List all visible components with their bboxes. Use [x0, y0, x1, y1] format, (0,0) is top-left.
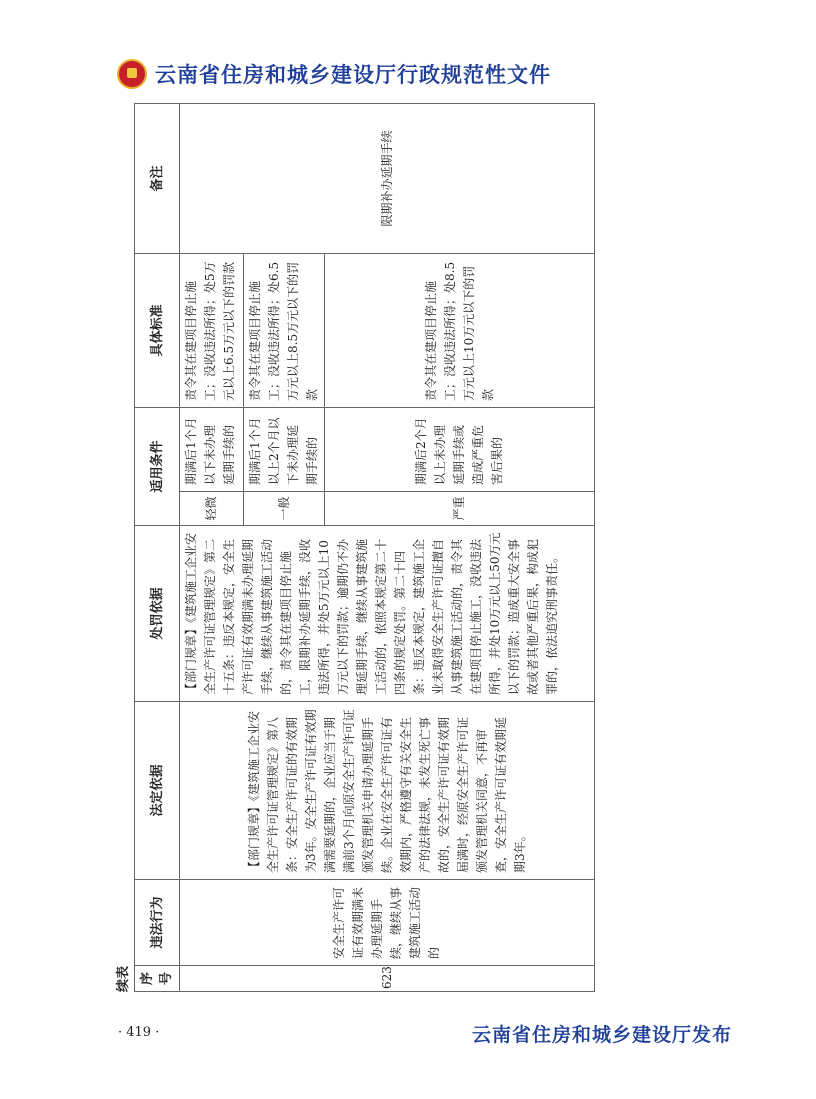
cell-penalty-basis: 【部门规章】《建筑施工企业安全生产许可证管理规定》第二十五条：违反本规定，安全生产许可证有效期满未办理延期手续，继续从事建筑施工活动的，责令其在建项目停止施工，限期补办延期手续，没收违法所得，并处5万元以上10万元以下的罚款；逾期仍不办理延期手续，继续从事建筑施工活动的，依照本规定第二十四条的规定处罚。第二十四条：违反本规定，建筑施工企业未取得安全生产许可证擅自从事建筑施工活动的，责令其在建项目停止施工，没收违法所得，并处10万元以上50万元以下的罚款；造成重大安全事故或者其他严重后果，构成犯罪的，依法追究刑事责任。: [180, 526, 595, 702]
cell-violation: 安全生产许可证有效期满未办理延期手续，继续从事建筑施工活动的: [180, 880, 595, 966]
table-row: [180, 103, 244, 991]
document-header: [117, 58, 551, 90]
cell-standard-serious: 责令其在建项目停止施工；没收违法所得；处8.5万元以上10万元以下的罚款: [325, 253, 595, 407]
header-seq: 序号: [135, 966, 180, 992]
cell-standard-minor: 责令其在建项目停止施工；没收违法所得；处5万元以上6.5万元以下的罚款: [180, 253, 244, 407]
header-penalty-basis: 处罚依据: [135, 526, 180, 702]
severity-general-label: 一般: [276, 496, 291, 521]
header-conditions: 适用条件: [135, 407, 180, 525]
header-violation: 违法行为: [135, 880, 180, 966]
cell-severity-serious: [325, 492, 595, 526]
page-number: · 419 ·: [118, 1025, 160, 1040]
header-legal-basis: 法定依据: [135, 702, 180, 880]
severity-serious-label: 严重: [452, 496, 466, 521]
publisher-name: 云南省住房和城乡建设厅发布: [472, 1024, 733, 1046]
cell-condition-serious: 期满后2个月以上未办理延期手续或造成严重危害后果的: [325, 407, 595, 491]
rotated-table-content: [112, 104, 595, 992]
cell-condition-minor: 期满后1个月以下未办理延期手续的: [180, 407, 244, 491]
rotated-table-area: [112, 104, 595, 992]
cell-legal-basis: 【部门规章】《建筑施工企业安全生产许可证管理规定》第八条：安全生产许可证的有效期为3年。安全生产许可证有效期满需要延期的，企业应当于期满前3个月向原安全生产许可证颁发管理机关申请办理延期手续。企业在安全生产许可证有效期内，严格遵守有关安全生产的法律法规，未发生死亡事故的，安全生产许可证有效期届满时，经原安全生产许可证颁发管理机关同意，不再审查，安全生产许可证有效期延期3年。: [180, 702, 595, 880]
national-emblem-icon: [117, 59, 147, 89]
severity-minor-label: 轻微: [204, 496, 218, 521]
header-remarks: 备注: [135, 103, 180, 253]
cell-seq: 623: [180, 966, 595, 992]
table-header-row: [135, 103, 180, 991]
cell-severity-general: [244, 492, 325, 526]
cell-severity-minor: [180, 492, 244, 526]
header-standard: 具体标准: [135, 253, 180, 407]
continued-label: 续表: [116, 965, 131, 992]
cell-remarks: 限期补办延期手续: [180, 103, 595, 253]
penalty-standards-table: [134, 103, 595, 992]
cell-standard-general: 责令其在建项目停止施工；没收违法所得；处6.5万元以上8.5万元以下的罚款: [244, 253, 325, 407]
cell-condition-general: 期满后1个月以上2个月以下未办理延期手续的: [244, 407, 325, 491]
header-title: 云南省住房和城乡建设厅行政规范性文件: [155, 63, 551, 87]
